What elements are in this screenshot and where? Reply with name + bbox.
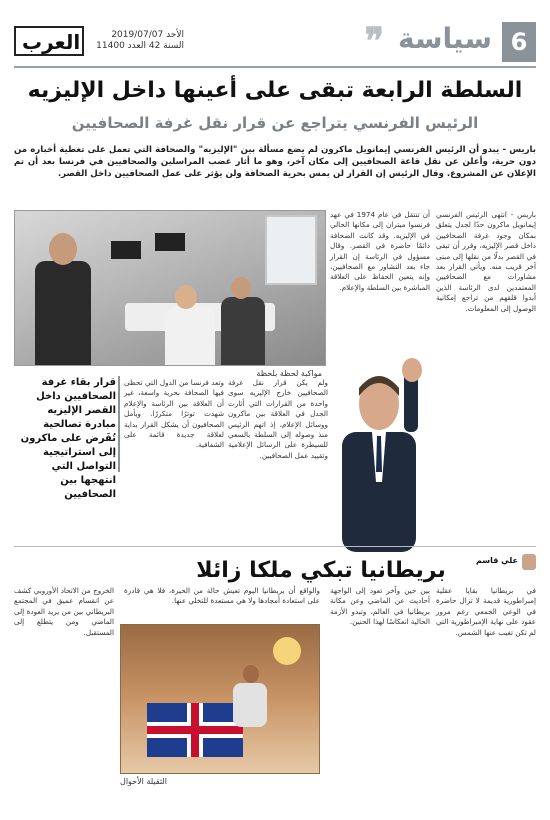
seated-woman-shape bbox=[233, 683, 267, 727]
person-head bbox=[49, 233, 77, 265]
person-seated-2 bbox=[221, 297, 265, 366]
second-headline: بريطانيا تبكي ملكا زائلا bbox=[196, 558, 446, 583]
date-text: الأحد 2019/07/07 bbox=[111, 30, 184, 40]
main-headline: السلطة الرابعة تبقى على أعينها داخل الإليزيه bbox=[27, 78, 523, 103]
macron-figure-icon bbox=[332, 352, 426, 552]
person-seated bbox=[165, 307, 215, 366]
person-head-3 bbox=[231, 277, 251, 299]
union-jack-icon bbox=[147, 703, 243, 757]
union-jack-photo bbox=[120, 624, 320, 774]
column-text-5: في بريطانيا بقايا عقلية إمبراطورية قديمة لا تزال حاضرة في الوعي الجمعي رغم مرور عقود على نهاية الإمبراطورية التي لم تكن تغيب عنها الشمس. bbox=[436, 586, 536, 637]
issue-text: السنة 42 العدد 11400 bbox=[96, 41, 184, 51]
section-title: سياسة bbox=[398, 22, 492, 55]
tv-screen-shape-2 bbox=[155, 233, 185, 251]
newsroom-photo bbox=[14, 210, 326, 366]
page-number: 6 bbox=[502, 22, 536, 62]
macron-photo bbox=[332, 352, 426, 552]
logo-frame bbox=[14, 26, 84, 56]
dateline bbox=[94, 30, 184, 52]
column-text-7: الخروج من الاتحاد الأوروبي كشف عن انقسام عميق في المجتمع البريطاني بين من يريد العودة إلى الماضي ومن يتطلع إلى المستقبل. bbox=[14, 586, 114, 637]
column-text: باريس - انتهى الرئيس الفرنسي إيمانويل ماكرون حدًا لجدل يتعلق بمكان وجود غرفة الصحافيين داخل قصر الإليزيه، وقرر أن تبقى في القصر بدلًا من نقلها إلى مبنى آخر قريب منه. ويأتي القرار بعد مشاورات مع الصحافيين المعتمدين لدى الرئاسة الذين أبدوا قلقهم من تراجع إمكانية الوصول إلى المعلومات. bbox=[436, 210, 536, 313]
quote-glyph-icon: ❞ bbox=[364, 20, 384, 62]
section-divider bbox=[14, 546, 536, 547]
column-text-2: أن تنتقل في عام 1974 في عهد فرنسوا ميتران إلى مكانها الحالي في الإليزيه. وقد كانت الصحافة دائمًا حاضرة في القصر. وقال مسؤول في الرئاسة إن القرار جاء بعد التشاور مع الصحافيين، وإنه يتعين الحفاظ على العلاقة المباشرة بين السلطة والإعلام. bbox=[330, 210, 431, 292]
masthead bbox=[14, 12, 536, 68]
window-shape bbox=[265, 215, 317, 285]
seated-woman-head bbox=[243, 665, 259, 683]
intro-paragraph: باريس - يبدو أن الرئيس الفرنسي إيمانويل ماكرون لم يضع مسألة بين "الإليزيه" والصحافة التي تعمل على تغطية أخباره من دون حرية، وأعلن عن نقل قاعة الصحافيين إلى مكان آخر، وهو ما أثار غضب المراسلين والصحافيين في فرنسا بعد أن تم الإعلان عن المشروع. وقال الرئيس إن القرار لن يمس بحرية الصحافة ولن يؤثر على عمل الصحافيين داخل القصر. bbox=[14, 145, 536, 179]
author-avatar bbox=[522, 554, 536, 570]
lamp-shape bbox=[273, 637, 301, 665]
newspaper-page bbox=[14, 12, 536, 808]
person-standing bbox=[35, 261, 91, 366]
main-subhead: الرئيس الفرنسي يتراجع عن قرار نقل غرفة الصحافيين bbox=[71, 114, 479, 132]
pull-quote-bar bbox=[118, 376, 120, 472]
column-text-8: والواقع أن بريطانيا اليوم تعيش حالة من الحيرة، فلا هي قادرة على استعادة أمجادها ولا هي مستعدة للتخلي عنها. bbox=[124, 586, 320, 606]
author-name: علي قاسم bbox=[476, 556, 518, 565]
person-head-2 bbox=[175, 285, 197, 309]
byline bbox=[452, 552, 536, 572]
tv-screen-shape bbox=[111, 241, 141, 259]
column-text-3: ولم يكن قرار نقل غرفة الصحافيين خارج الإليزيه سوى واحدة من القرارات التي أثارت الجدل في العلاقة بين ماكرون ووسائل الإعلام، إذ اتهم الرئيس منذ وصوله إلى السلطة بالسعي للسيطرة على الرسائل الإعلامية وتقييد عمل الصحافيين. bbox=[228, 378, 328, 460]
column-text-6: بين حين وآخر تعود إلى الواجهة أحاديث عن الماضي وعن مكانة بريطانيا في العالم، وتبدو الأزمة الحالية انعكاسًا لهذا الحنين. bbox=[330, 586, 430, 627]
pull-quote: قرار بقاء غرفة الصحافيين داخل القصر الإليزيه مبادرة تصالحية تُفَرض على ماكرون إلى استراتيجية التواصل التي انتهجها بين الصحافيين bbox=[20, 377, 116, 500]
logo: العرب bbox=[22, 30, 81, 54]
photo-caption-2: الثقيلة الأحوال bbox=[120, 777, 167, 786]
column-text-4: وتعد فرنسا من الدول التي تحظى فيها الصحافة بحرية واسعة، غير أن العلاقة بين الرئاسة والإعلام شهدت توترًا متكررًا. ويأمل الصحافيون أن يشكل القرار بداية لعلاقة جديدة قائمة على الشفافية. bbox=[124, 378, 224, 450]
photo-caption: مواكبة لحظة بلحظة bbox=[256, 369, 322, 378]
